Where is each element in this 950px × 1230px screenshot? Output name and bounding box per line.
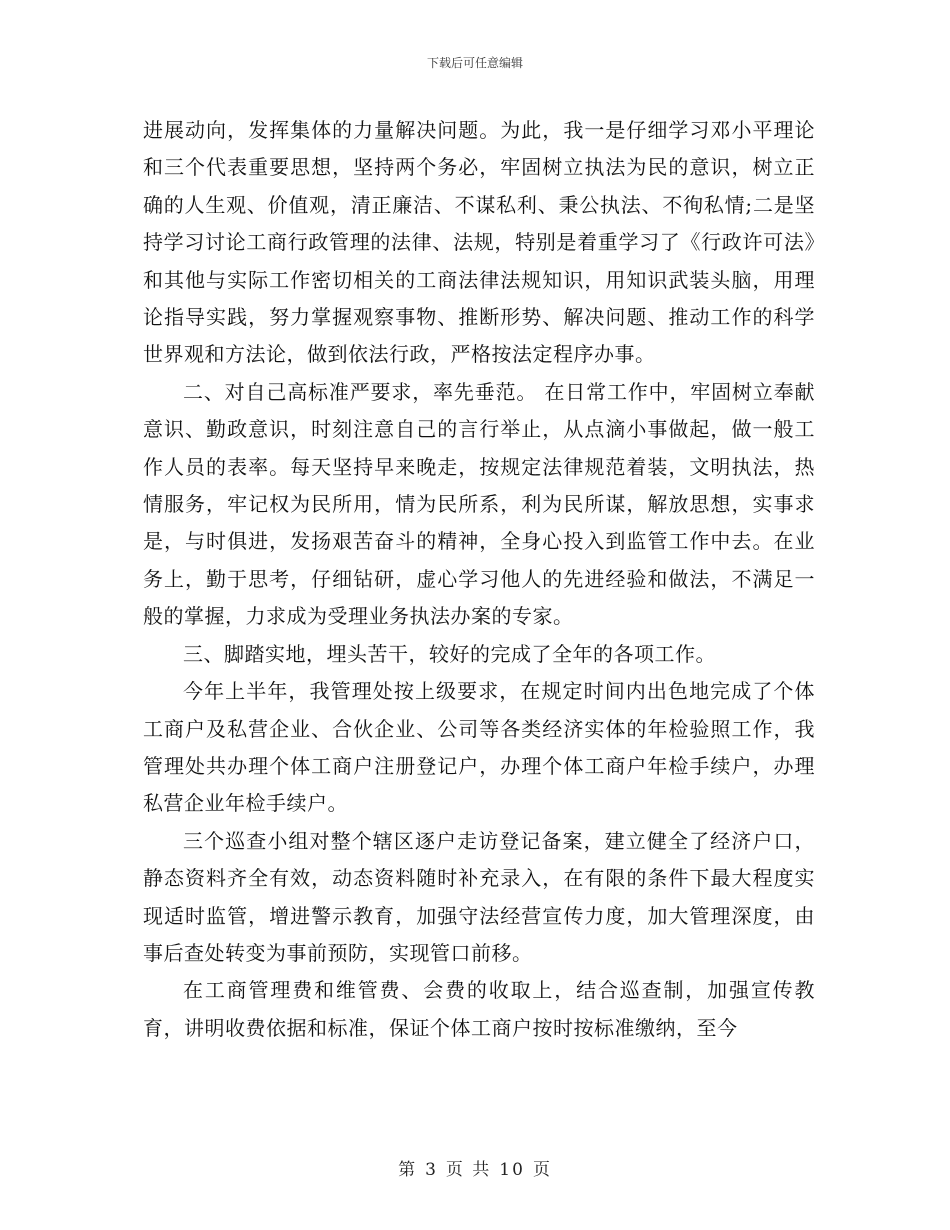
total-pages-number: 10 <box>499 1160 525 1180</box>
paragraph: 三个巡查小组对整个辖区逐户走访登记备案，建立健全了经济户口，静态资料齐全有效，动态资料随时补充录入，在有限的条件下最大程度实现适时监管，增进警示教育，加强守法经营宣传力度，加大管理深度，由事后查处转变为事前预防，实现管口前移。 <box>143 828 815 965</box>
page-footer-middle: 页 共 <box>445 1160 492 1180</box>
paragraph: 在工商管理费和维管费、会费的收取上，结合巡查制，加强宣传教育，讲明收费依据和标准，保证个体工商户按时按标准缴纳，至今 <box>143 978 815 1040</box>
paragraph: 二、对自己高标准严要求，率先垂范。 在日常工作中，牢固树立奉献意识、勤政意识，时刻注意自己的言行举止，从点滴小事做起，做一般工作人员的表率。每天坚持早来晚走，按规定法律规范着装，文明执法，热情服务，牢记权为民所用，情为民所系，利为民所谋，解放思想，实事求是，与时俱进，发扬艰苦奋斗的精神，全身心投入到监管工作中去。在业务上，勤于思考，仔细钻研，虚心学习他人的先进经验和做法，不满足一般的掌握，力求成为受理业务执法办案的专家。 <box>143 379 815 629</box>
page-footer <box>0 1155 950 1180</box>
page-footer-prefix: 第 <box>398 1160 418 1180</box>
paragraph: 今年上半年，我管理处按上级要求，在规定时间内出色地完成了个体工商户及私营企业、合伙企业、公司等各类经济实体的年检验照工作，我管理处共办理个体工商户注册登记户，办理个体工商户年检手续户，办理私营企业年检手续户。 <box>143 679 815 816</box>
current-page-number: 3 <box>425 1160 438 1180</box>
paragraph: 三、脚踏实地，埋头苦干，较好的完成了全年的各项工作。 <box>183 641 716 666</box>
page-header: 下载后可任意编辑 <box>426 56 523 70</box>
document-body <box>143 112 815 1047</box>
paragraph: 进展动向，发挥集体的力量解决问题。为此，我一是仔细学习邓小平理论和三个代表重要思想，坚持两个务必，牢固树立执法为民的意识，树立正确的人生观、价值观，清正廉洁、不谋私利、秉公执法、不徇私情;二是坚持学习讨论工商行政管理的法律、法规，特别是着重学习了《行政许可法》和其他与实际工作密切相关的工商法律法规知识，用知识武装头脑，用理论指导实践，努力掌握观察事物、推断形势、解决问题、推动工作的科学世界观和方法论，做到依法行政，严格按法定程序办事。 <box>143 118 815 367</box>
page-footer-suffix: 页 <box>532 1160 552 1180</box>
